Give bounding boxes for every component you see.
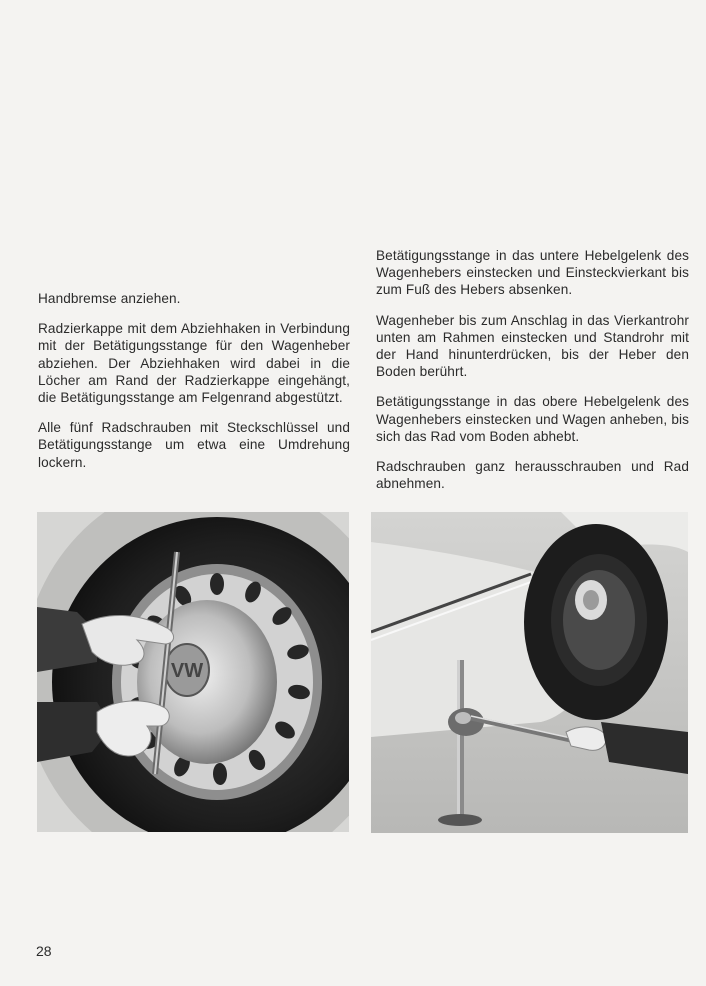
paragraph-insert-rod: Betätigungsstange in das untere Hebelgelenk des Wagenhebers einstecken und Einsteckvierkant bis zum Fuß des Hebers absenken. [376, 248, 689, 298]
paragraph-position-jack: Wagenheber bis zum Anschlag in das Vierkantrohr unten am Rahmen einstecken und Standrohr mit der Hand hinunterdrücken, bis der Heber den Boden berührt. [376, 312, 689, 380]
photo-jacking-up-car [371, 512, 688, 833]
right-text-column [376, 247, 689, 505]
page-number: 28 [36, 943, 52, 959]
photo-loosening-wheel-bolts [37, 512, 349, 832]
paragraph-lift-car: Betätigungsstange in das obere Hebelgelenk des Wagenhebers einstecken und Wagen anheben, bis sich das Rad vom Boden abhebt. [376, 394, 689, 444]
paragraph-loosen-bolts: Alle fünf Radschrauben mit Steckschlüssel und Betätigungsstange um etwa eine Umdrehung lockern. [38, 420, 350, 470]
paragraph-hubcap-removal: Radzierkappe mit dem Abziehhaken in Verbindung mit der Betätigungsstange für den Wagenheber abziehen. Der Abziehhaken wird dabei in die Löcher am Rand der Radzierkappe eingehängt, die Betätigungsstange am Felgenrand abgestützt. [38, 321, 350, 406]
paragraph-remove-wheel: Radschrauben ganz herausschrauben und Rad abnehmen. [376, 459, 689, 492]
paragraph-handbrake: Handbremse anziehen. [38, 291, 181, 306]
left-text-column [38, 290, 350, 484]
svg-text:VW: VW [170, 660, 204, 682]
